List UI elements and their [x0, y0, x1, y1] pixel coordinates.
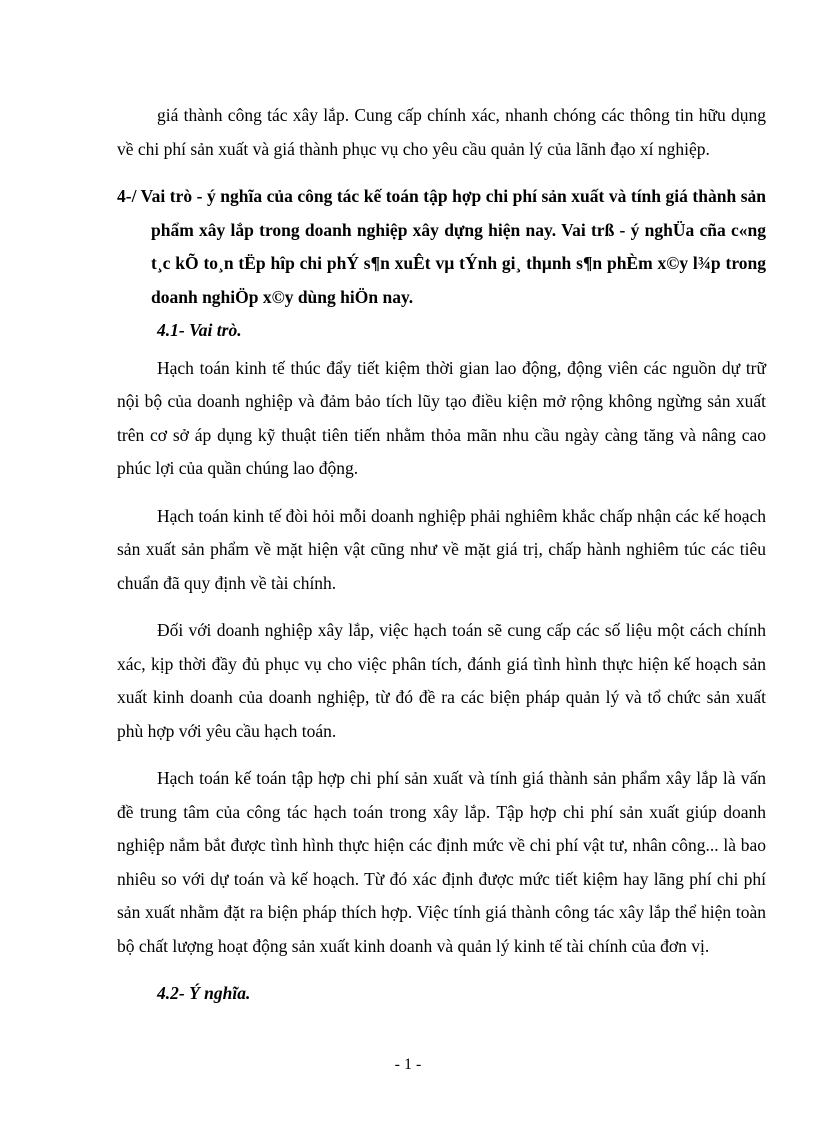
paragraph: Hạch toán kế toán tập hợp chi phí sản xuất và tính giá thành sản phẩm xây lắp là vấn đề trung tâm của công tác hạch toán trong xây lắp. Tập hợp chi phí sản xuất giúp doanh nghiệp nắm bắt được tình hình thực hiện các định mức về chi phí vật tư, nhân công... là bao nhiêu so với dự toán và kế hoạch. Từ đó xác định được mức tiết kiệm hay lãng phí chi phí sản xuất nhằm đặt ra biện pháp thích hợp. Việc tính giá thành công tác xây lắp thể hiện toàn bộ chất lượng hoạt động sản xuất kinh doanh và quản lý kinh tế tài chính của đơn vị.	[117, 768, 766, 956]
subsection-title-meaning: 4.2- Ý nghĩa.	[157, 983, 251, 1003]
paragraph: Hạch toán kinh tế thúc đẩy tiết kiệm thời gian lao động, động viên các nguồn dự trữ nội bộ của doanh nghiệp và đảm bảo tích lũy tạo điều kiện mở rộng không ngừng sản xuất trên cơ sở áp dụng kỹ thuật tiên tiến nhằm thỏa mãn nhu cầu ngày càng tăng và nâng cao phúc lợi của quần chúng lao động.	[117, 357, 766, 478]
intro-paragraph: giá thành công tác xây lắp. Cung cấp chính xác, nhanh chóng các thông tin hữu dụng về chi phí sản xuất và giá thành phục vụ cho yêu cầu quản lý của lãnh đạo xí nghiệp.	[117, 105, 766, 159]
subsection-title-role: 4.1- Vai trò.	[157, 320, 242, 340]
document-body	[117, 99, 766, 1015]
paragraph: Hạch toán kinh tế đòi hỏi mỗi doanh nghiệp phải nghiêm khắc chấp nhận các kế hoạch sản xuất sản phẩm về mặt hiện vật cũng như về mặt giá trị, chấp hành nghiêm túc các tiêu chuẩn đã quy định về tài chính.	[117, 505, 766, 593]
paragraph: Đối với doanh nghiệp xây lắp, việc hạch toán sẽ cung cấp các số liệu một cách chính xác, kịp thời đầy đủ phục vụ cho việc phân tích, đánh giá tình hình thực hiện kế hoạch sản xuất kinh doanh của doanh nghiệp, từ đó đề ra các biện pháp quản lý và tổ chức sản xuất phù hợp với yêu cầu hạch toán.	[117, 620, 766, 741]
section-heading: 4-/ Vai trò - ý nghĩa của công tác kế toán tập hợp chi phí sản xuất và tính giá thành sản phẩm xây lắp trong doanh nghiệp xây dựng hiện nay. Vai trß - ý nghÜa cña c«ng t¸c kÕ to¸n tËp hîp chi phÝ s¶n xuÊt vµ tÝnh gi¸ thµnh s¶n phÈm x©y l¾p trong doanh nghiÖp x©y dùng hiÖn nay.	[117, 186, 766, 307]
page-number: - 1 -	[394, 1056, 422, 1073]
